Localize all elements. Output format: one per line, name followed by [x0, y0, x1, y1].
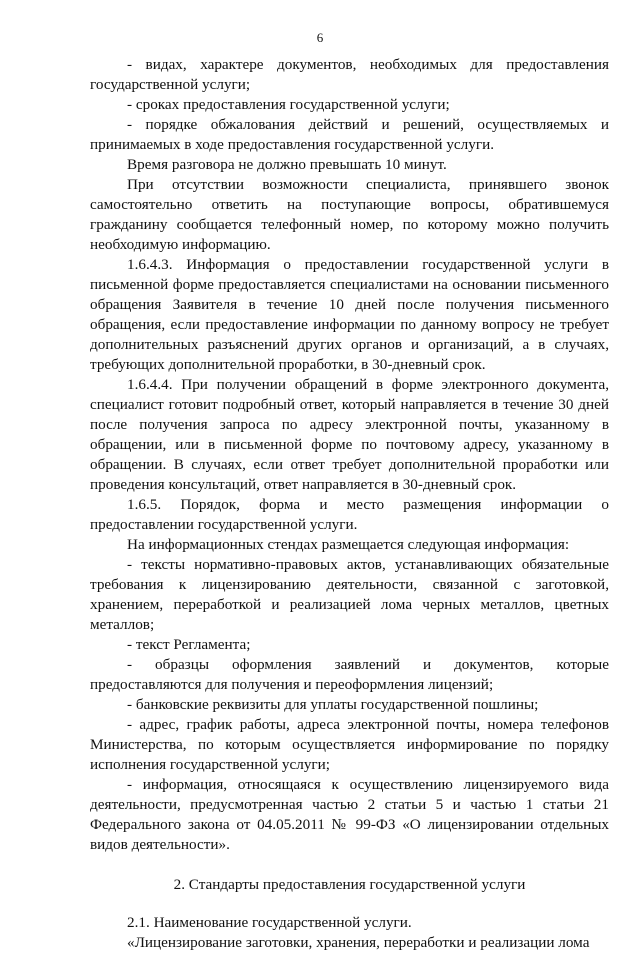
paragraph: - банковские реквизиты для уплаты государственной пошлины;	[127, 696, 539, 713]
document-body	[90, 55, 609, 953]
paragraph: 1.6.4.3. Информация о предоставлении государственной услуги в письменной форме предоставляется специалистами на основании письменного обращения Заявителя в течение 10 дней после получения письменного обращения, если предоставление информации по данному вопросу не требует дополнительных разъяснений других органов и организаций, а в случаях, требующих дополнительной проработки, в 30-дневный срок.	[90, 256, 609, 373]
paragraph: 2.1. Наименование государственной услуги.	[127, 914, 412, 931]
paragraph: - видах, характере документов, необходимых для предоставления государственной услуги;	[90, 56, 609, 93]
paragraph: - адрес, график работы, адреса электронной почты, номера телефонов Министерства, по которым осуществляется информирование по порядку исполнения государственной услуги;	[90, 716, 609, 773]
paragraph: «Лицензирование заготовки, хранения, переработки и реализации лома	[127, 934, 590, 951]
paragraph: - образцы оформления заявлений и документов, которые предоставляются для получения и переоформления лицензий;	[90, 656, 609, 693]
paragraph: - текст Регламента;	[127, 636, 251, 653]
paragraph: Время разговора не должно превышать 10 минут.	[127, 156, 447, 173]
section-heading: 2. Стандарты предоставления государственной услуги	[173, 876, 526, 893]
paragraph: На информационных стендах размещается следующая информация:	[127, 536, 570, 553]
paragraph: 1.6.4.4. При получении обращений в форме электронного документа, специалист готовит подробный ответ, который направляется в течение 30 дней после получения запроса по адресу электронной почты, указанному в обращении, или в письменной форме по почтовому адресу, указанному в обращении. В случаях, если ответ требует дополнительной проработки или проведения консультаций, ответ направляется в 30-дневный срок.	[90, 376, 609, 493]
paragraph: При отсутствии возможности специалиста, принявшего звонок самостоятельно ответить на поступающие вопросы, обратившемуся гражданину сообщается телефонный номер, по которому можно получить необходимую информацию.	[90, 176, 609, 253]
paragraph: - порядке обжалования действий и решений, осуществляемых и принимаемых в ходе предоставления государственной услуги.	[90, 116, 609, 153]
paragraph: - сроках предоставления государственной услуги;	[127, 96, 450, 113]
paragraph: 1.6.5. Порядок, форма и место размещения информации о предоставлении государственной услуги.	[90, 496, 609, 533]
paragraph: - информация, относящаяся к осуществлению лицензируемого вида деятельности, предусмотренная частью 2 статьи 5 и частью 1 статьи 21 Федерального закона от 04.05.2011 № 99-ФЗ «О лицензировании отдельных видов деятельности».	[90, 776, 609, 853]
page-number: 6	[316, 30, 324, 45]
paragraph: - тексты нормативно-правовых актов, устанавливающих обязательные требования к лицензированию деятельности, связанной с заготовкой, хранением, переработкой и реализацией лома черных металлов, цветных металлов;	[90, 556, 609, 633]
